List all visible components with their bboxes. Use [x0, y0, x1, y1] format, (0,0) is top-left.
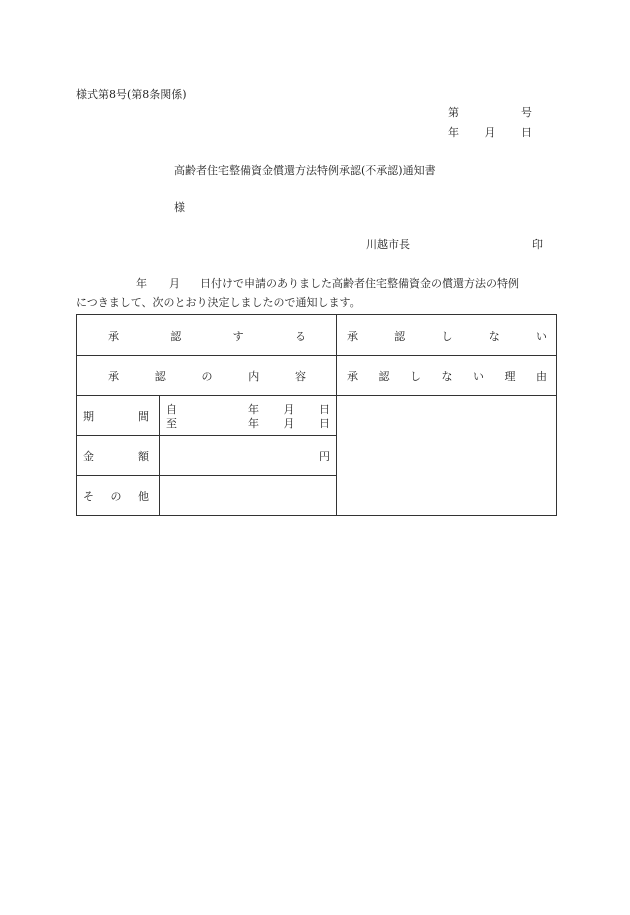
- approval-content-header-char: 承: [108, 370, 119, 383]
- from-year-label: 年: [248, 403, 259, 416]
- notice-body-line-1: [76, 274, 558, 293]
- table-label-divider: [159, 395, 160, 516]
- period-label-char: 間: [138, 410, 149, 423]
- seal-mark: 印: [532, 238, 543, 251]
- to-month-label: 月: [283, 417, 295, 430]
- approval-content-header-char: の: [201, 370, 213, 383]
- amount-label-char: 額: [138, 450, 149, 463]
- reject-header-char: し: [441, 330, 453, 343]
- number-suffix: 号: [521, 106, 532, 119]
- from-month-label: 月: [283, 403, 295, 416]
- other-label: [83, 488, 149, 504]
- decision-table: [76, 314, 557, 516]
- reject-header: [347, 328, 547, 344]
- period-label: [83, 408, 149, 424]
- month-label: 月: [484, 126, 496, 139]
- reject-header-char: い: [536, 330, 547, 343]
- table-divider: [336, 314, 337, 516]
- rejection-reason-header: [347, 368, 547, 384]
- to-day-label: 日: [319, 417, 330, 430]
- amount-label-char: 金: [83, 450, 94, 463]
- approval-content-header-char: 容: [295, 370, 306, 383]
- table-border-bottom: [76, 515, 557, 516]
- table-border-right: [556, 314, 557, 516]
- table-border-top: [76, 314, 557, 315]
- approve-header-char: 認: [170, 330, 182, 343]
- body-line1-text: 日付けで申請のありました高齢者住宅整備資金の償還方法の特例: [200, 277, 519, 290]
- other-label-char: そ: [83, 490, 94, 503]
- table-rule: [76, 435, 337, 436]
- reject-header-char: 承: [347, 330, 358, 343]
- amount-label: [83, 448, 149, 464]
- other-label-char: 他: [138, 490, 149, 503]
- rejection-reason-header-char: 理: [504, 370, 516, 383]
- to-year-label: 年: [248, 417, 259, 430]
- issuer-name: 川越市長: [366, 238, 410, 251]
- approve-header-char: 承: [108, 330, 119, 343]
- rejection-reason-header-char: 由: [536, 370, 547, 383]
- approve-header-char: る: [294, 330, 306, 343]
- rejection-reason-header-char: な: [441, 370, 453, 383]
- other-label-char: の: [110, 490, 122, 503]
- approve-header: [108, 328, 306, 344]
- rejection-reason-header-char: い: [473, 370, 484, 383]
- table-rule: [76, 355, 557, 356]
- reject-header-char: な: [488, 330, 500, 343]
- table-rule: [76, 475, 337, 476]
- rejection-reason-header-char: 承: [347, 370, 358, 383]
- approval-content-header-char: 認: [154, 370, 166, 383]
- addressee-suffix: 様: [174, 201, 185, 214]
- table-border-left: [76, 314, 77, 516]
- reject-header-char: 認: [394, 330, 406, 343]
- notice-body-line-2: につきまして、次のとおり決定しましたので通知します。: [76, 296, 361, 309]
- approve-header-char: す: [232, 330, 244, 343]
- body-month-label: 月: [169, 277, 180, 290]
- day-label: 日: [521, 126, 532, 139]
- from-day-label: 日: [319, 403, 330, 416]
- table-rule: [76, 395, 557, 396]
- rejection-reason-header-char: し: [410, 370, 421, 383]
- body-year-label: 年: [136, 277, 147, 290]
- approval-content-header-char: 内: [248, 370, 260, 383]
- issue-date-line: [448, 124, 532, 140]
- year-label: 年: [448, 126, 459, 139]
- period-label-char: 期: [83, 410, 94, 423]
- period-from-label: 自: [166, 403, 177, 416]
- period-to-date: [248, 415, 330, 431]
- rejection-reason-header-char: 認: [378, 370, 390, 383]
- document-title: 高齢者住宅整備資金償還方法特例承認(不承認)通知書: [174, 164, 436, 177]
- number-prefix: 第: [448, 106, 459, 119]
- document-number-line: [448, 104, 532, 120]
- form-number-label: 様式第8号(第8条関係): [76, 88, 187, 101]
- yen-unit: 円: [319, 450, 330, 463]
- notice-body: [76, 274, 558, 312]
- period-to-label: 至: [166, 417, 177, 430]
- approval-content-header: [108, 368, 306, 384]
